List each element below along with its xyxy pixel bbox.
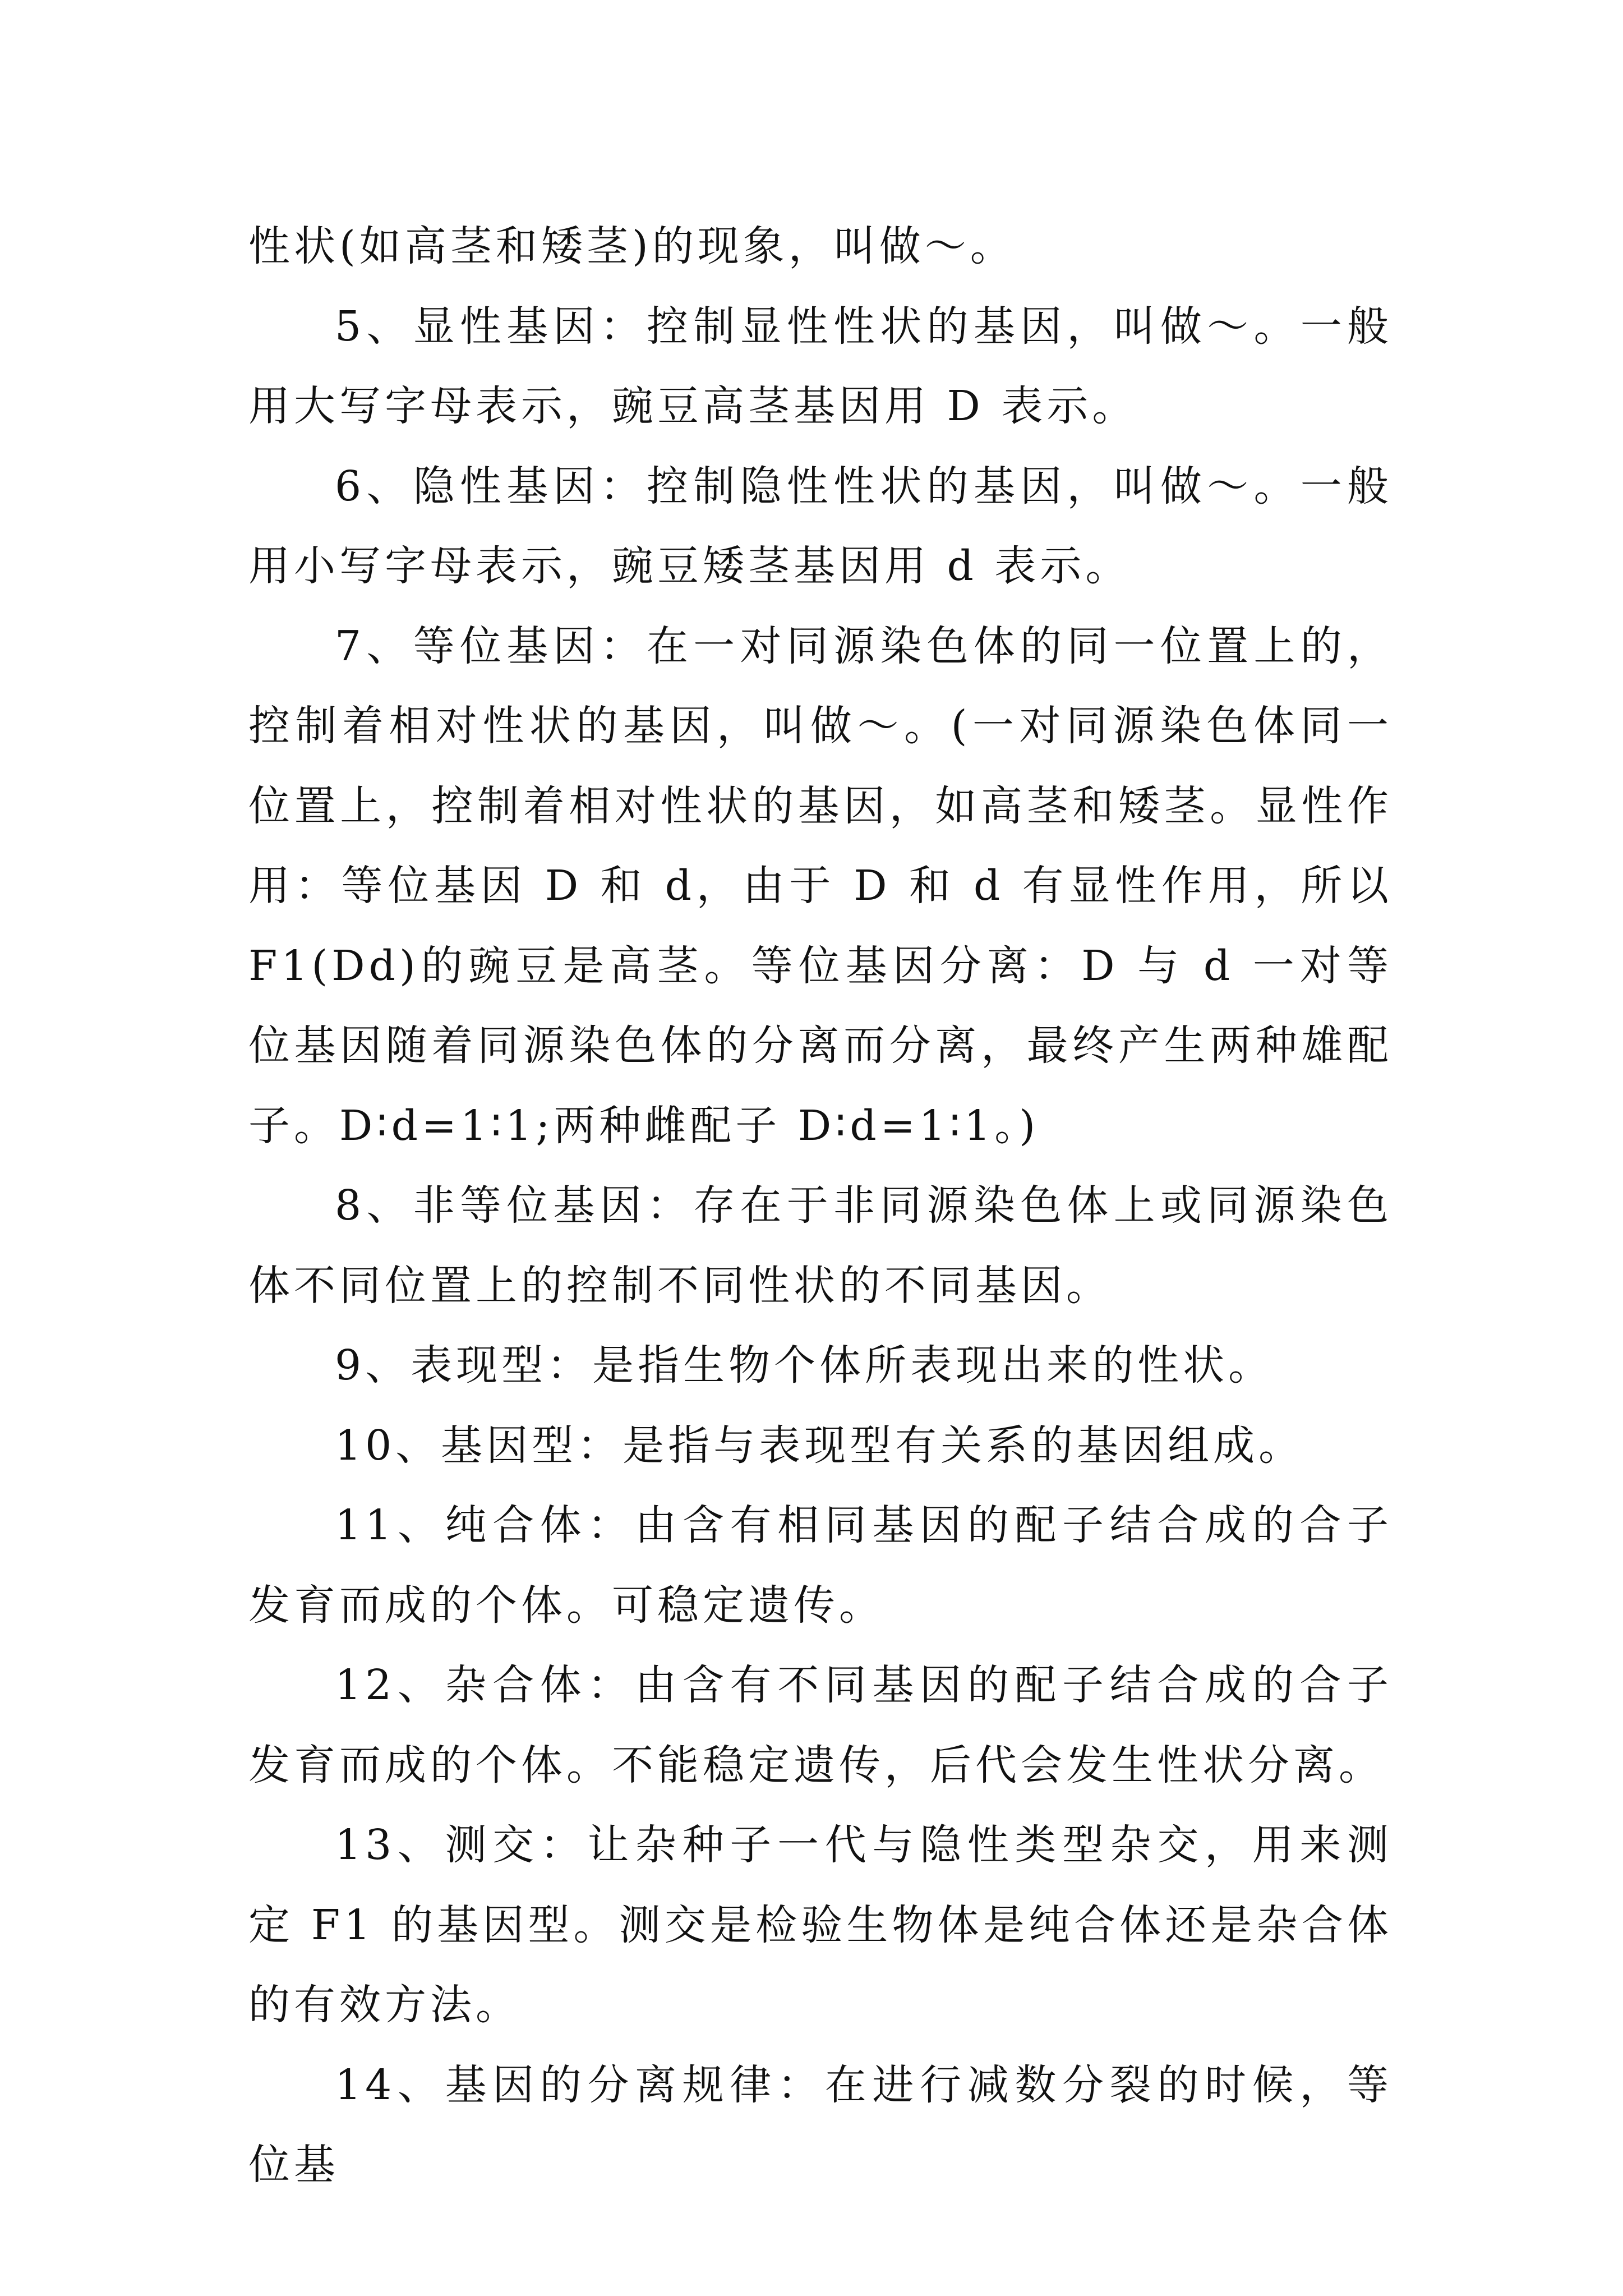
paragraph-allele: 7、等位基因：在一对同源染色体的同一位置上的，控制着相对性状的基因，叫做～。(一对同源染色体同一位置上，控制着相对性状的基因，如高茎和矮茎。显性作用：等位基因 D 和 d，由于 D 和 d 有显性作用，所以 F1(Dd)的豌豆是高茎。等位基因分离：D 与 d 一对等位基因随着同源染色体的分离而分离，最终产生两种雄配子。D∶d=1∶1;两种雌配子 D∶d=1∶1。) bbox=[248, 622, 1393, 1150]
paragraph-heterozygote: 12、杂合体：由含有不同基因的配子结合成的合子发育而成的个体。不能稳定遗传，后代会发生性状分离。 bbox=[248, 1661, 1393, 1789]
paragraph-dominant-gene: 5、显性基因：控制显性性状的基因，叫做～。一般用大写字母表示，豌豆高茎基因用 D 表示。 bbox=[248, 302, 1393, 430]
paragraph-phenotype: 9、表现型：是指生物个体所表现出来的性状。 bbox=[335, 1341, 1274, 1389]
document-body bbox=[248, 206, 1393, 2205]
paragraph-genotype: 10、基因型：是指与表现型有关系的基因组成。 bbox=[335, 1421, 1304, 1470]
paragraph-continuation: 性状(如高茎和矮茎)的现象，叫做～。 bbox=[248, 222, 1016, 270]
paragraph-non-allele: 8、非等位基因：存在于非同源染色体上或同源染色体不同位置上的控制不同性状的不同基因。 bbox=[248, 1181, 1393, 1310]
paragraph-testcross: 13、测交：让杂种子一代与隐性类型杂交，用来测定 F1 的基因型。测交是检验生物体是纯合体还是杂合体的有效方法。 bbox=[248, 1821, 1393, 2029]
paragraph-homozygote: 11、纯合体：由含有相同基因的配子结合成的合子发育而成的个体。可稳定遗传。 bbox=[248, 1501, 1393, 1630]
paragraph-segregation-law: 14、基因的分离规律：在进行减数分裂的时候，等位基 bbox=[248, 2060, 1393, 2189]
paragraph-recessive-gene: 6、隐性基因：控制隐性性状的基因，叫做～。一般用小写字母表示，豌豆矮茎基因用 d 表示。 bbox=[248, 462, 1393, 590]
